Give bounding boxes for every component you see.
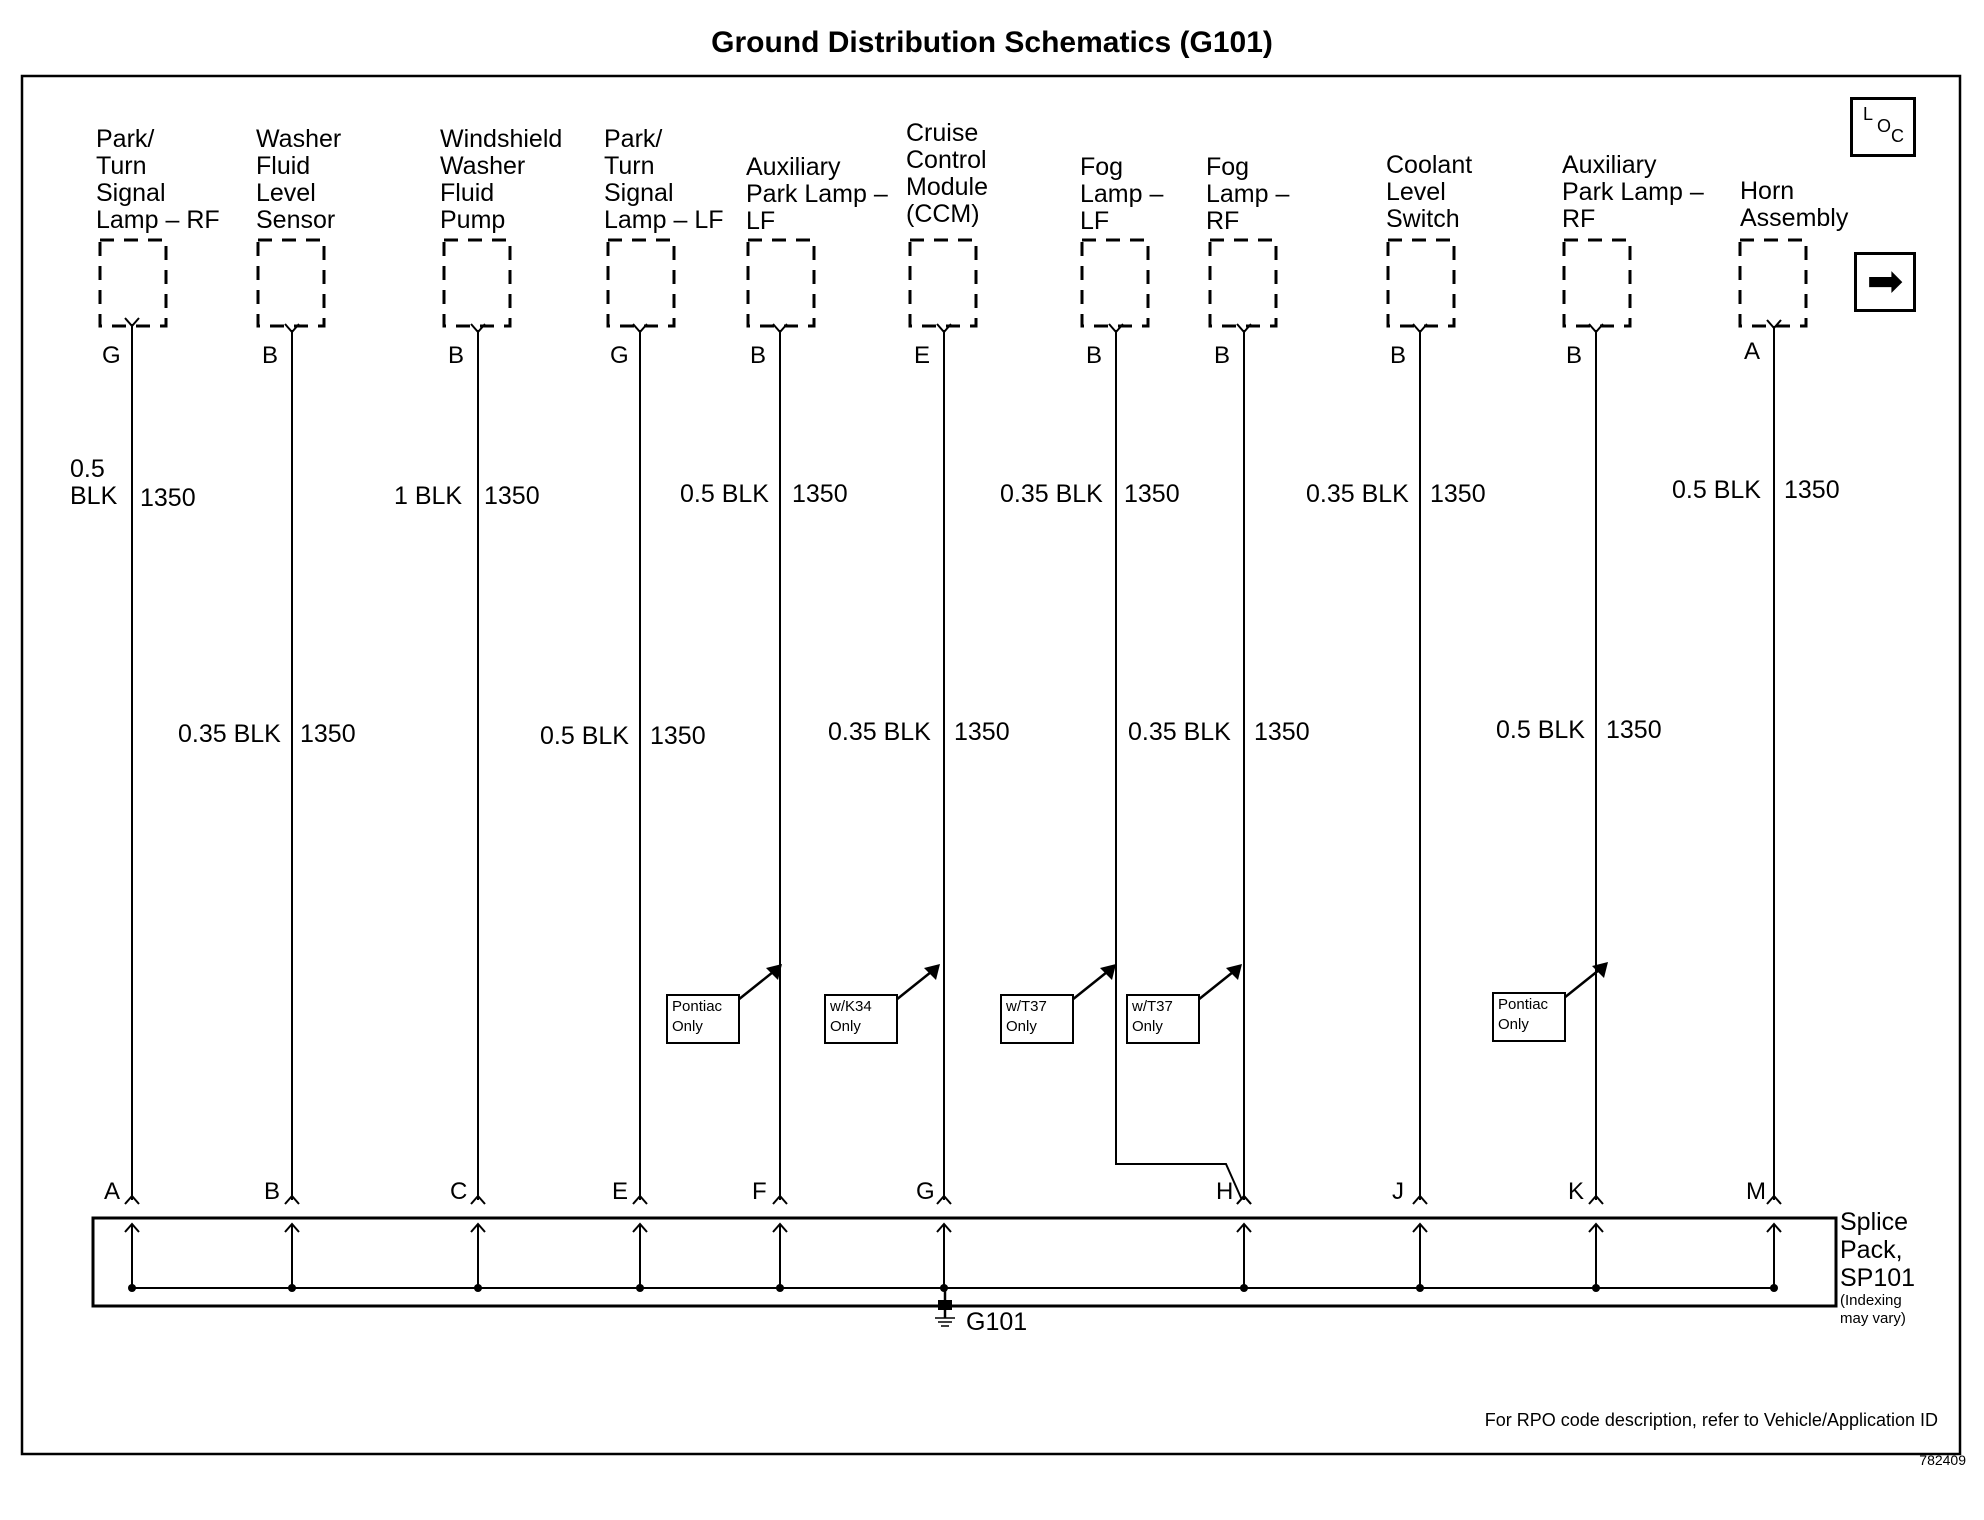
component-box	[1564, 240, 1630, 326]
top-pin-label: B	[1086, 342, 1103, 369]
component-label: Horn Assembly	[1740, 177, 1849, 232]
ground-symbol	[935, 1288, 955, 1326]
top-pin-label: B	[750, 342, 767, 369]
wire-gauge-label: 1 BLK	[394, 482, 463, 510]
component-label: Coolant Level Switch	[1386, 151, 1473, 233]
note-arrowhead	[1100, 964, 1116, 980]
top-pin-label: G	[610, 342, 629, 369]
splice-pack-box	[93, 1218, 1836, 1306]
circuit-number: 1350	[1430, 480, 1486, 508]
option-note: Pontiac Only	[666, 994, 740, 1044]
top-pin-label: B	[1566, 342, 1583, 369]
wire-gauge-label: 0.35 BLK	[178, 720, 281, 748]
component-label: Windshield Washer Fluid Pump	[440, 125, 563, 234]
component-label: Fog Lamp – RF	[1206, 153, 1290, 235]
bottom-pin-label: J	[1392, 1178, 1404, 1205]
top-pin-label: G	[102, 342, 121, 369]
circuit-number: 1350	[300, 720, 356, 748]
note-arrowhead	[924, 964, 940, 980]
ground-label: G101	[966, 1308, 1028, 1336]
bottom-pin-label: G	[916, 1178, 935, 1205]
circuit-number: 1350	[792, 480, 848, 508]
component-label: Washer Fluid Level Sensor	[256, 125, 342, 234]
component-box	[1388, 240, 1454, 326]
wire-gauge-label: 0.35 BLK	[1000, 480, 1103, 508]
wire	[1116, 330, 1242, 1200]
top-pin-label: B	[1214, 342, 1231, 369]
component-label: Cruise Control Module (CCM)	[906, 119, 988, 228]
wire-gauge-label: 0.5 BLK	[70, 455, 118, 510]
bottom-pin-label: M	[1746, 1178, 1766, 1205]
wire-gauge-label: 0.5 BLK	[1672, 476, 1761, 504]
component-label: Auxiliary Park Lamp – LF	[746, 153, 888, 235]
diagram-frame	[22, 76, 1960, 1454]
splice-pack-label: Splice Pack, SP101	[1840, 1208, 1916, 1292]
option-note: w/T37 Only	[1126, 994, 1200, 1044]
wire-gauge-label: 0.5 BLK	[680, 480, 769, 508]
component-label: Park/ Turn Signal Lamp – LF	[604, 125, 724, 234]
option-note: w/T37 Only	[1000, 994, 1074, 1044]
circuit-number: 1350	[1254, 718, 1310, 746]
component-box	[1082, 240, 1148, 326]
component-label: Park/ Turn Signal Lamp – RF	[96, 125, 220, 234]
top-pin-label: E	[914, 342, 931, 369]
arrow-right-icon[interactable]: ➡	[1854, 252, 1916, 312]
circuit-number: 1350	[484, 482, 540, 510]
component-box	[748, 240, 814, 326]
component-box	[258, 240, 324, 326]
bottom-pin-label: K	[1568, 1178, 1585, 1205]
circuit-number: 1350	[954, 718, 1010, 746]
circuit-number: 1350	[1784, 476, 1840, 504]
component-box	[444, 240, 510, 326]
component-label: Fog Lamp – LF	[1080, 153, 1164, 235]
footer-note: For RPO code description, refer to Vehicle/Application ID	[1484, 1410, 1938, 1430]
top-pin-label: A	[1744, 338, 1761, 365]
wire-gauge-label: 0.35 BLK	[1306, 480, 1409, 508]
wire-group	[100, 240, 1806, 1292]
wire-gauge-label: 0.35 BLK	[1128, 718, 1231, 746]
top-pin-label: B	[262, 342, 279, 369]
bottom-pin-label: B	[264, 1178, 281, 1205]
note-arrowhead	[1592, 962, 1608, 978]
component-label: Auxiliary Park Lamp – RF	[1562, 151, 1704, 233]
wire-gauge-label: 0.5 BLK	[1496, 716, 1585, 744]
circuit-number: 1350	[650, 722, 706, 750]
component-box	[1210, 240, 1276, 326]
component-box	[100, 240, 166, 326]
circuit-number: 1350	[1606, 716, 1662, 744]
option-note: w/K34 Only	[824, 994, 898, 1044]
bottom-pin-label: H	[1216, 1178, 1234, 1205]
top-pin-label: B	[448, 342, 465, 369]
bottom-pin-label: F	[752, 1178, 767, 1205]
circuit-number: 1350	[1124, 480, 1180, 508]
component-box	[608, 240, 674, 326]
bottom-pin-label: C	[450, 1178, 468, 1205]
option-note: Pontiac Only	[1492, 992, 1566, 1042]
splice-indexing-note: (Indexing may vary)	[1840, 1292, 1906, 1327]
figure-id: 782409	[1919, 1452, 1966, 1468]
bottom-pin-label: E	[612, 1178, 629, 1205]
page-title: Ground Distribution Schematics (G101)	[711, 26, 1273, 59]
bottom-pin-label: A	[104, 1178, 121, 1205]
wire-gauge-label: 0.35 BLK	[828, 718, 931, 746]
top-pin-label: B	[1390, 342, 1407, 369]
location-icon: L O C	[1850, 97, 1916, 157]
note-arrowhead	[1226, 964, 1242, 980]
circuit-number: 1350	[140, 484, 196, 512]
wire-gauge-label: 0.5 BLK	[540, 722, 629, 750]
component-box	[910, 240, 976, 326]
component-box	[1740, 240, 1806, 326]
